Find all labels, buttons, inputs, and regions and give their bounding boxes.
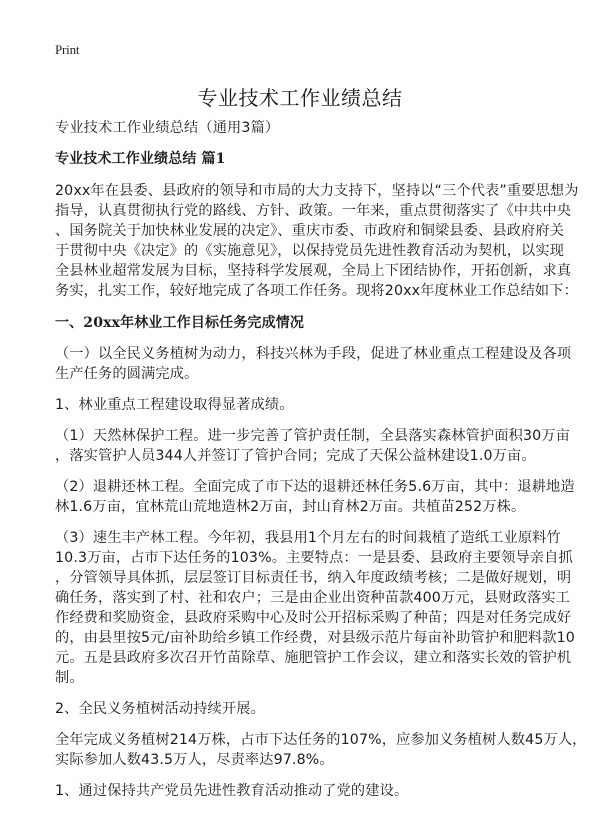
paragraph-line: 10.3万亩，占市下达任务的103%。主要特点：一是县委、县政府主要领导亲自抓 [55,550,573,566]
paragraph-line: 20xx年在县委、县政府的领导和市局的大力支持下，坚持以“三个代表”重要思想为 [55,183,579,199]
paragraph-line: 作经费和奖励资金，县政府采购中心及时公开招标采购了种苗；四是对任务完成好 [55,610,572,626]
project-paragraph-1 [55,426,571,466]
page-title: 专业技术工作业绩总结 [197,86,403,110]
paragraph-line: 生产任务的圆满完成。 [55,366,199,382]
item-heading [55,781,547,801]
document-subtitle: 专业技术工作业绩总结（通用3篇） [55,120,280,136]
document-body [55,118,587,801]
paragraph-line: 元。五是县政府多次召开竹苗除草、施肥管护工作会议，建立和落实长效的管护机 [55,650,572,666]
project-paragraph-2 [55,477,575,517]
paragraph-line: 林1.6万亩，宜林荒山荒地造林2万亩，封山育林2万亩。共植苗252万株。 [55,499,526,515]
paragraph-line: 确任务，落实到了村、社和农户；三是由企业出资种苗款400万元，县财政落实工 [55,590,571,606]
item-heading [55,395,547,415]
paragraph-line: ，分管领导具体抓，层层签订目标责任书，纳入年度政绩考核；二是做好规划，明 [55,570,572,586]
paragraph-line: 制。 [55,670,84,686]
paragraph-line: 全县林业超常发展为目标，坚持科学发展观，全局上下团结协作，开拓创新，求真 [55,263,572,279]
item-heading [55,699,547,719]
paragraph-line: 1、林业重点工程建设取得显著成绩。 [55,397,294,413]
item2-body [55,730,587,770]
paragraph-line: 、国务院关于加快林业发展的决定》、重庆市委、市政府和铜梁县委、县政府府关 [55,223,565,239]
paragraph-line: 实际参加人数43.5万人，尽责率达97.8%。 [55,752,334,768]
paragraph-line: 于贯彻中央《决定》的《实施意见》，以保持党员先进性教育活动为契机，以实现 [55,243,565,259]
paragraph-line: （2）退耕还林工程。全面完成了市下达的退耕还林任务5.6万亩，其中：退耕地造 [55,479,575,495]
section-heading: 一、20xx年林业工作目标任务完成情况 [55,315,305,331]
paragraph-line: （一）以全民义务植树为动力，科技兴林为手段，促进了林业重点工程建设及各项 [55,346,572,362]
subsection-paragraph [55,344,572,384]
paragraph-line: 的，由县里按5元/亩补助给乡镇工作经费，对县级示范片每亩补助管护和肥料款10 [55,630,575,646]
paragraph-line: 2、全民义务植树活动持续开展。 [55,701,265,717]
print-label: Print [55,42,80,57]
intro-paragraph [55,181,579,301]
paragraph-line: （1）天然林保护工程。进一步完善了管护责任制，全县落实森林管护面积30万亩 [55,428,571,444]
paragraph-line: （3）速生丰产林工程。今年初，我县用1个月左右的时间栽植了造纸工业原料竹 [55,530,561,546]
paragraph-line: 全年完成义务植树214万株，占市下达任务的107%，应参加义务植树人数45万人， [55,732,587,748]
paragraph-line: 指导，认真贯彻执行党的路线、方针、政策。一年来，重点贯彻落实了《中共中央 [55,203,572,219]
project-paragraph-3 [55,528,575,688]
paragraph-line: 务实，扎实工作，较好地完成了各项工作任务。现将20xx年度林业工作总结如下： [55,283,578,299]
paragraph-line: ，落实管护人员344人并签订了管护合同；完成了天保公益林建设1.0万亩。 [55,448,536,464]
paragraph-line: 1、通过保持共产党员先进性教育活动推动了党的建设。 [55,783,409,799]
article-heading: 专业技术工作业绩总结 篇1 [55,151,226,167]
